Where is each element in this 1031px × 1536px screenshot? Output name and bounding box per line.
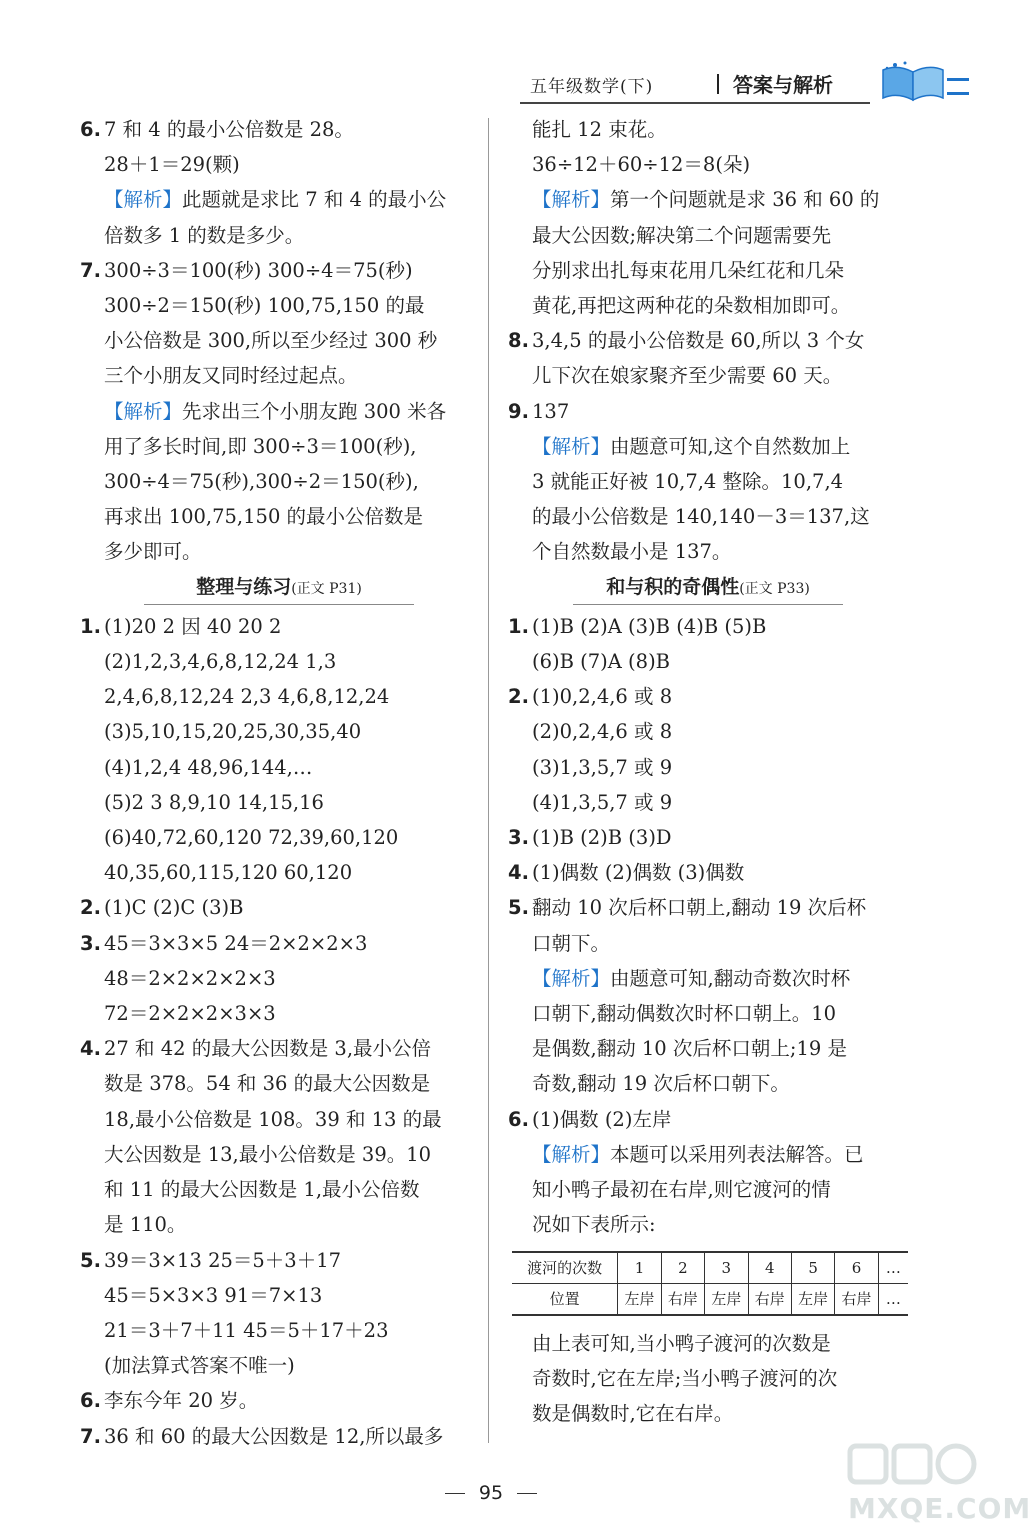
analysis-tag: 【解析】 bbox=[104, 399, 183, 423]
footer-dash-left bbox=[445, 1493, 465, 1494]
text-line: 小公倍数是 300,所以至少经过 300 秒 bbox=[104, 329, 438, 353]
text-line: (加法算式答案不唯一) bbox=[104, 1354, 295, 1378]
answer-continuation bbox=[508, 112, 908, 182]
header-title: 答案与解析 bbox=[733, 73, 833, 97]
answer-item bbox=[80, 1419, 478, 1454]
analysis-tag: 【解析】 bbox=[532, 434, 611, 458]
text-line: 48＝2×2×2×2×3 bbox=[104, 966, 276, 990]
ferry-table-cell: 右岸 bbox=[835, 1283, 878, 1315]
text-line: (6)B (7)A (8)B bbox=[532, 650, 671, 674]
text-line: 数是 378。54 和 36 的最大公因数是 bbox=[104, 1072, 431, 1096]
item-number: 1. bbox=[80, 614, 101, 638]
text-line: 36 和 60 的最大公因数是 12,所以最多 bbox=[104, 1424, 444, 1448]
item-number: 9. bbox=[508, 399, 529, 423]
answer-item bbox=[508, 890, 908, 960]
answer-item bbox=[80, 1031, 478, 1242]
ferry-table-cell: 5 bbox=[791, 1252, 834, 1284]
text-line: 的最小公倍数是 140,140－3＝137,这 bbox=[532, 505, 870, 529]
text-line: 口朝下。 bbox=[532, 931, 611, 955]
text-line: 能扎 12 束花。 bbox=[532, 118, 667, 141]
text-line: (3)5,10,15,20,25,30,35,40 bbox=[104, 720, 362, 744]
item-number: 1. bbox=[508, 614, 529, 638]
text-line: (5)2 3 8,9,10 14,15,16 bbox=[104, 790, 324, 814]
header-rule bbox=[520, 102, 870, 104]
section-page-ref: (正文 P33) bbox=[739, 580, 810, 597]
text-line: 36÷12＋60÷12＝8(朵) bbox=[532, 153, 751, 177]
text-line bbox=[532, 182, 908, 217]
text-line: 45＝5×3×3 91＝7×13 bbox=[104, 1283, 323, 1307]
right-column bbox=[508, 112, 908, 1431]
page-number: 95 bbox=[478, 1482, 504, 1504]
ferry-table-cell: 左岸 bbox=[618, 1283, 661, 1315]
answer-item bbox=[508, 820, 908, 855]
analysis-text: 本题可以采用列表法解答。已 bbox=[610, 1142, 864, 1166]
text-line: (4)1,3,5,7 或 9 bbox=[532, 790, 673, 814]
text-line: 翻动 10 次后杯口朝上,翻动 19 次后杯 bbox=[532, 896, 867, 920]
item-number: 5. bbox=[80, 1248, 101, 1272]
text-line: 再求出 100,75,150 的最小公倍数是 bbox=[104, 505, 424, 529]
text-line: 最大公因数;解决第二个问题需要先 bbox=[532, 223, 832, 247]
ferry-table-row-header: 渡河的次数 bbox=[512, 1252, 618, 1284]
text-line: 倍数多 1 的数是多少。 bbox=[104, 223, 305, 247]
watermark-logo-icon bbox=[800, 1440, 980, 1500]
ferry-table-cell: 4 bbox=[748, 1252, 791, 1284]
text-line: 21＝3＋7＋11 45＝5＋17＋23 bbox=[104, 1318, 389, 1342]
ferry-table-row-header: 位置 bbox=[512, 1283, 618, 1315]
analysis-text: 第一个问题就是求 36 和 60 的 bbox=[610, 188, 880, 212]
text-line: 300÷3＝100(秒) 300÷4＝75(秒) bbox=[104, 258, 413, 282]
text-line: 18,最小公倍数是 108。39 和 13 的最 bbox=[104, 1107, 442, 1131]
text-line: 知小鸭子最初在右岸,则它渡河的情 bbox=[532, 1178, 831, 1202]
item-number: 8. bbox=[508, 329, 529, 353]
text-line: 28＋1＝29(颗) bbox=[104, 153, 240, 177]
analysis-block bbox=[508, 1137, 908, 1243]
text-line: 27 和 42 的最大公因数是 3,最小公倍 bbox=[104, 1037, 432, 1061]
text-line: 7 和 4 的最小公倍数是 28。 bbox=[104, 118, 354, 141]
text-line: 分别求出扎每束花用几朵红花和几朵 bbox=[532, 258, 845, 282]
text-line: 2,4,6,8,12,24 2,3 4,6,8,12,24 bbox=[104, 685, 390, 709]
item-number: 5. bbox=[508, 896, 529, 920]
analysis-tag: 【解析】 bbox=[532, 188, 611, 212]
text-line: (2)1,2,3,4,6,8,12,24 1,3 bbox=[104, 650, 337, 674]
text-line bbox=[532, 961, 908, 996]
text-line: 数是偶数时,它在右岸。 bbox=[532, 1401, 734, 1425]
text-line bbox=[532, 1137, 908, 1172]
text-line: 300÷2＝150(秒) 100,75,150 的最 bbox=[104, 294, 425, 318]
answer-item bbox=[508, 679, 908, 820]
answer-item bbox=[80, 890, 478, 925]
answer-item bbox=[508, 394, 908, 429]
section-heading bbox=[80, 570, 478, 607]
analysis-block bbox=[508, 961, 908, 1102]
column-divider bbox=[488, 118, 489, 1443]
text-line: (1)C (2)C (3)B bbox=[104, 896, 244, 920]
answer-item bbox=[80, 1243, 478, 1384]
analysis-block bbox=[80, 394, 478, 570]
text-line: 3 就能正好被 10,7,4 整除。10,7,4 bbox=[532, 470, 844, 494]
text-line: 39＝3×13 25＝5＋3＋17 bbox=[104, 1248, 342, 1272]
analysis-block bbox=[508, 429, 908, 570]
ferry-table bbox=[512, 1251, 908, 1316]
text-line: 李东今年 20 岁。 bbox=[104, 1389, 259, 1413]
left-column bbox=[80, 112, 478, 1454]
text-line: (1)20 2 因 40 20 2 bbox=[104, 614, 282, 638]
text-line: (3)1,3,5,7 或 9 bbox=[532, 755, 673, 779]
ferry-table-cell: 2 bbox=[661, 1252, 704, 1284]
text-line: 况如下表所示: bbox=[532, 1213, 656, 1237]
answer-item bbox=[508, 855, 908, 890]
section-page-ref: (正文 P31) bbox=[291, 580, 362, 597]
section-title: 整理与练习 bbox=[196, 575, 292, 598]
text-line bbox=[532, 429, 908, 464]
ferry-table-cell: 左岸 bbox=[791, 1283, 834, 1315]
watermark bbox=[800, 1440, 1031, 1536]
text-line: 奇数时,它在左岸;当小鸭子渡河的次 bbox=[532, 1366, 838, 1390]
watermark-text: MXQE.COM bbox=[848, 1492, 1031, 1525]
answer-item bbox=[80, 609, 478, 891]
text-line: 用了多长时间,即 300÷3＝100(秒), bbox=[104, 434, 417, 458]
text-line: 大公因数是 13,最小公倍数是 39。10 bbox=[104, 1142, 432, 1166]
answer-continuation bbox=[508, 1326, 908, 1432]
ferry-table-cell: 3 bbox=[705, 1252, 748, 1284]
text-line: 45＝3×3×5 24＝2×2×2×3 bbox=[104, 931, 368, 955]
item-number: 7. bbox=[80, 258, 101, 282]
text-line: 是 110。 bbox=[104, 1213, 187, 1237]
text-line: 是偶数,翻动 10 次后杯口朝上;19 是 bbox=[532, 1037, 847, 1061]
ferry-table-count-row bbox=[512, 1252, 908, 1284]
item-number: 3. bbox=[508, 826, 529, 850]
ferry-table-cell: 右岸 bbox=[748, 1283, 791, 1315]
text-line: 黄花,再把这两种花的朵数相加即可。 bbox=[532, 294, 851, 318]
text-line: (1)偶数 (2)左岸 bbox=[532, 1107, 672, 1131]
analysis-text: 由题意可知,翻动奇数次时杯 bbox=[610, 966, 851, 990]
item-number: 2. bbox=[80, 896, 101, 920]
answer-item bbox=[80, 112, 478, 182]
item-number: 2. bbox=[508, 685, 529, 709]
text-line: 多少即可。 bbox=[104, 540, 202, 564]
answer-item bbox=[80, 253, 478, 394]
analysis-text: 先求出三个小朋友跑 300 米各 bbox=[182, 399, 447, 423]
text-line: (1)B (2)A (3)B (4)B (5)B bbox=[532, 614, 767, 638]
text-line: 3,4,5 的最小公倍数是 60,所以 3 个女 bbox=[532, 329, 865, 353]
ferry-table-position-row bbox=[512, 1283, 908, 1315]
text-line: 40,35,60,115,120 60,120 bbox=[104, 861, 353, 885]
item-number: 7. bbox=[80, 1424, 101, 1448]
text-line: 奇数,翻动 19 次后杯口朝下。 bbox=[532, 1072, 790, 1096]
ferry-table-cell: 左岸 bbox=[705, 1283, 748, 1315]
text-line: (1)0,2,4,6 或 8 bbox=[532, 685, 673, 709]
text-line: 和 11 的最大公因数是 1,最小公倍数 bbox=[104, 1178, 420, 1202]
item-number: 6. bbox=[80, 118, 101, 141]
item-number: 6. bbox=[80, 1389, 101, 1413]
book-subject: 五年级数学(下) bbox=[530, 77, 654, 97]
ferry-table-cell: … bbox=[878, 1283, 908, 1315]
analysis-tag: 【解析】 bbox=[532, 966, 611, 990]
analysis-tag: 【解析】 bbox=[532, 1142, 611, 1166]
text-line: (1)B (2)B (3)D bbox=[532, 826, 672, 850]
text-line: 300÷4＝75(秒),300÷2＝150(秒), bbox=[104, 470, 419, 494]
analysis-block bbox=[508, 182, 908, 323]
page-header bbox=[520, 60, 970, 110]
answer-item bbox=[80, 926, 478, 1032]
text-line: 三个小朋友又同时经过起点。 bbox=[104, 364, 358, 388]
open-book-icon bbox=[875, 60, 970, 105]
text-line: 72＝2×2×2×3×3 bbox=[104, 1002, 276, 1026]
text-line bbox=[104, 394, 478, 429]
section-underline bbox=[573, 604, 843, 605]
analysis-text: 由题意可知,这个自然数加上 bbox=[610, 434, 851, 458]
text-line: 儿下次在娘家聚齐至少需要 60 天。 bbox=[532, 364, 843, 388]
ferry-table-cell: … bbox=[878, 1252, 908, 1284]
answer-item bbox=[508, 323, 908, 393]
text-line: (6)40,72,60,120 72,39,60,120 bbox=[104, 826, 399, 850]
item-number: 3. bbox=[80, 931, 101, 955]
section-underline bbox=[144, 604, 414, 605]
item-number: 4. bbox=[80, 1037, 101, 1061]
text-line: 由上表可知,当小鸭子渡河的次数是 bbox=[532, 1331, 831, 1355]
item-number: 4. bbox=[508, 861, 529, 885]
section-title: 和与积的奇偶性 bbox=[606, 575, 740, 598]
answer-item bbox=[508, 609, 908, 679]
text-line: 口朝下,翻动偶数次时杯口朝上。10 bbox=[532, 1002, 837, 1026]
text-line: (1)偶数 (2)偶数 (3)偶数 bbox=[532, 861, 745, 885]
ferry-table-cell: 右岸 bbox=[661, 1283, 704, 1315]
text-line: 137 bbox=[532, 399, 570, 423]
ferry-table-cell: 1 bbox=[618, 1252, 661, 1284]
text-line: 个自然数最小是 137。 bbox=[532, 540, 732, 564]
answer-item bbox=[80, 1383, 478, 1418]
footer-dash-right bbox=[517, 1493, 537, 1494]
analysis-tag: 【解析】 bbox=[104, 188, 183, 212]
analysis-block bbox=[80, 182, 478, 252]
header-separator bbox=[717, 74, 719, 94]
ferry-table-cell: 6 bbox=[835, 1252, 878, 1284]
section-heading bbox=[508, 570, 908, 607]
answer-item bbox=[508, 1102, 908, 1137]
analysis-text: 此题就是求比 7 和 4 的最小公 bbox=[182, 188, 447, 212]
text-line bbox=[104, 182, 478, 217]
text-line: (4)1,2,4 48,96,144,… bbox=[104, 755, 313, 779]
item-number: 6. bbox=[508, 1107, 529, 1131]
text-line: (2)0,2,4,6 或 8 bbox=[532, 720, 673, 744]
